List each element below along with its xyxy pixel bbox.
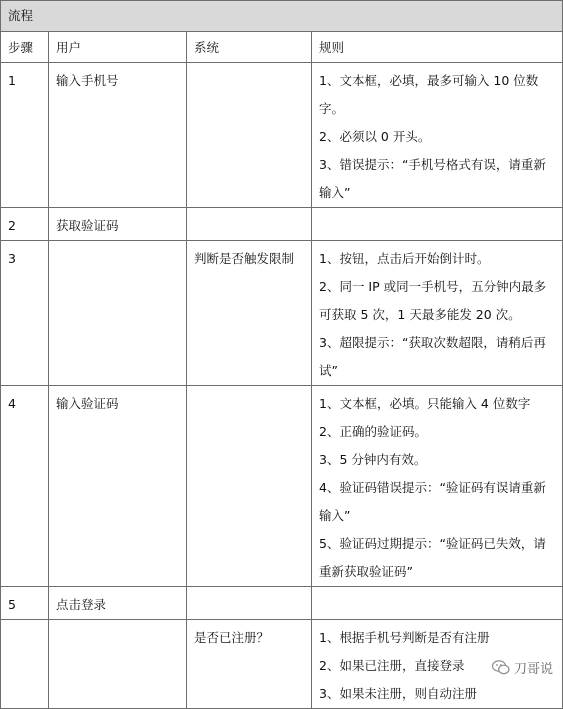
header-user: 用户 <box>49 32 187 63</box>
wechat-icon <box>492 660 510 675</box>
step-cell: 1 <box>1 63 49 208</box>
system-cell <box>187 386 312 587</box>
rule-item: 2、必须以 0 开头。 <box>319 129 431 144</box>
header-rules: 规则 <box>312 32 563 63</box>
title-row <box>1 1 563 32</box>
header-system: 系统 <box>187 32 312 63</box>
rule-item: 4、验证码错误提示：“验证码有误请重新输入” <box>319 480 546 523</box>
rule-item: 2、如果已注册，直接登录 <box>319 658 465 673</box>
system-cell <box>187 587 312 620</box>
rule-item: 1、根据手机号判断是否有注册 <box>319 630 490 645</box>
user-cell: 获取验证码 <box>49 208 187 241</box>
system-cell <box>187 63 312 208</box>
watermark-text: 刀哥说 <box>513 662 553 677</box>
step-cell <box>1 620 49 709</box>
rule-item: 3、如果未注册，则自动注册 <box>319 686 477 701</box>
user-cell: 输入验证码 <box>49 386 187 587</box>
user-cell: 点击登录 <box>49 587 187 620</box>
step-cell: 4 <box>1 386 49 587</box>
user-cell <box>49 241 187 386</box>
rule-item: 1、文本框，必填，最多可输入 10 位数字。 <box>319 73 539 116</box>
system-cell: 判断是否触发限制 <box>187 241 312 386</box>
rule-item: 2、同一 IP 或同一手机号，五分钟内最多可获取 5 次，1 天最多能发 20 次。 <box>319 279 547 322</box>
step-cell: 5 <box>1 587 49 620</box>
table-row <box>1 241 563 386</box>
rule-item: 3、5 分钟内有效。 <box>319 452 427 467</box>
rule-item: 5、验证码过期提示：“验证码已失效，请重新获取验证码” <box>319 536 546 579</box>
rule-item: 1、文本框，必填。只能输入 4 位数字 <box>319 396 531 411</box>
system-cell <box>187 208 312 241</box>
rule-item: 3、超限提示：“获取次数超限，请稍后再试” <box>319 335 546 378</box>
rule-item: 3、错误提示：“手机号格式有误，请重新输入” <box>319 157 546 200</box>
user-cell: 输入手机号 <box>49 63 187 208</box>
table-row <box>1 587 563 620</box>
rules-cell <box>312 63 563 208</box>
table-row <box>1 386 563 587</box>
rules-cell <box>312 587 563 620</box>
system-cell: 是否已注册？ <box>187 620 312 709</box>
table-row <box>1 63 563 208</box>
header-row <box>1 32 563 63</box>
table-title: 流程 <box>1 1 563 32</box>
table-row <box>1 620 563 709</box>
rule-item: 2、正确的验证码。 <box>319 424 427 439</box>
user-cell <box>49 620 187 709</box>
rules-cell <box>312 208 563 241</box>
rules-cell <box>312 386 563 587</box>
rules-cell <box>312 241 563 386</box>
table-row <box>1 208 563 241</box>
step-cell: 3 <box>1 241 49 386</box>
header-step: 步骤 <box>1 32 49 63</box>
watermark <box>492 658 553 677</box>
rule-item: 1、按钮，点击后开始倒计时。 <box>319 251 490 266</box>
step-cell: 2 <box>1 208 49 241</box>
